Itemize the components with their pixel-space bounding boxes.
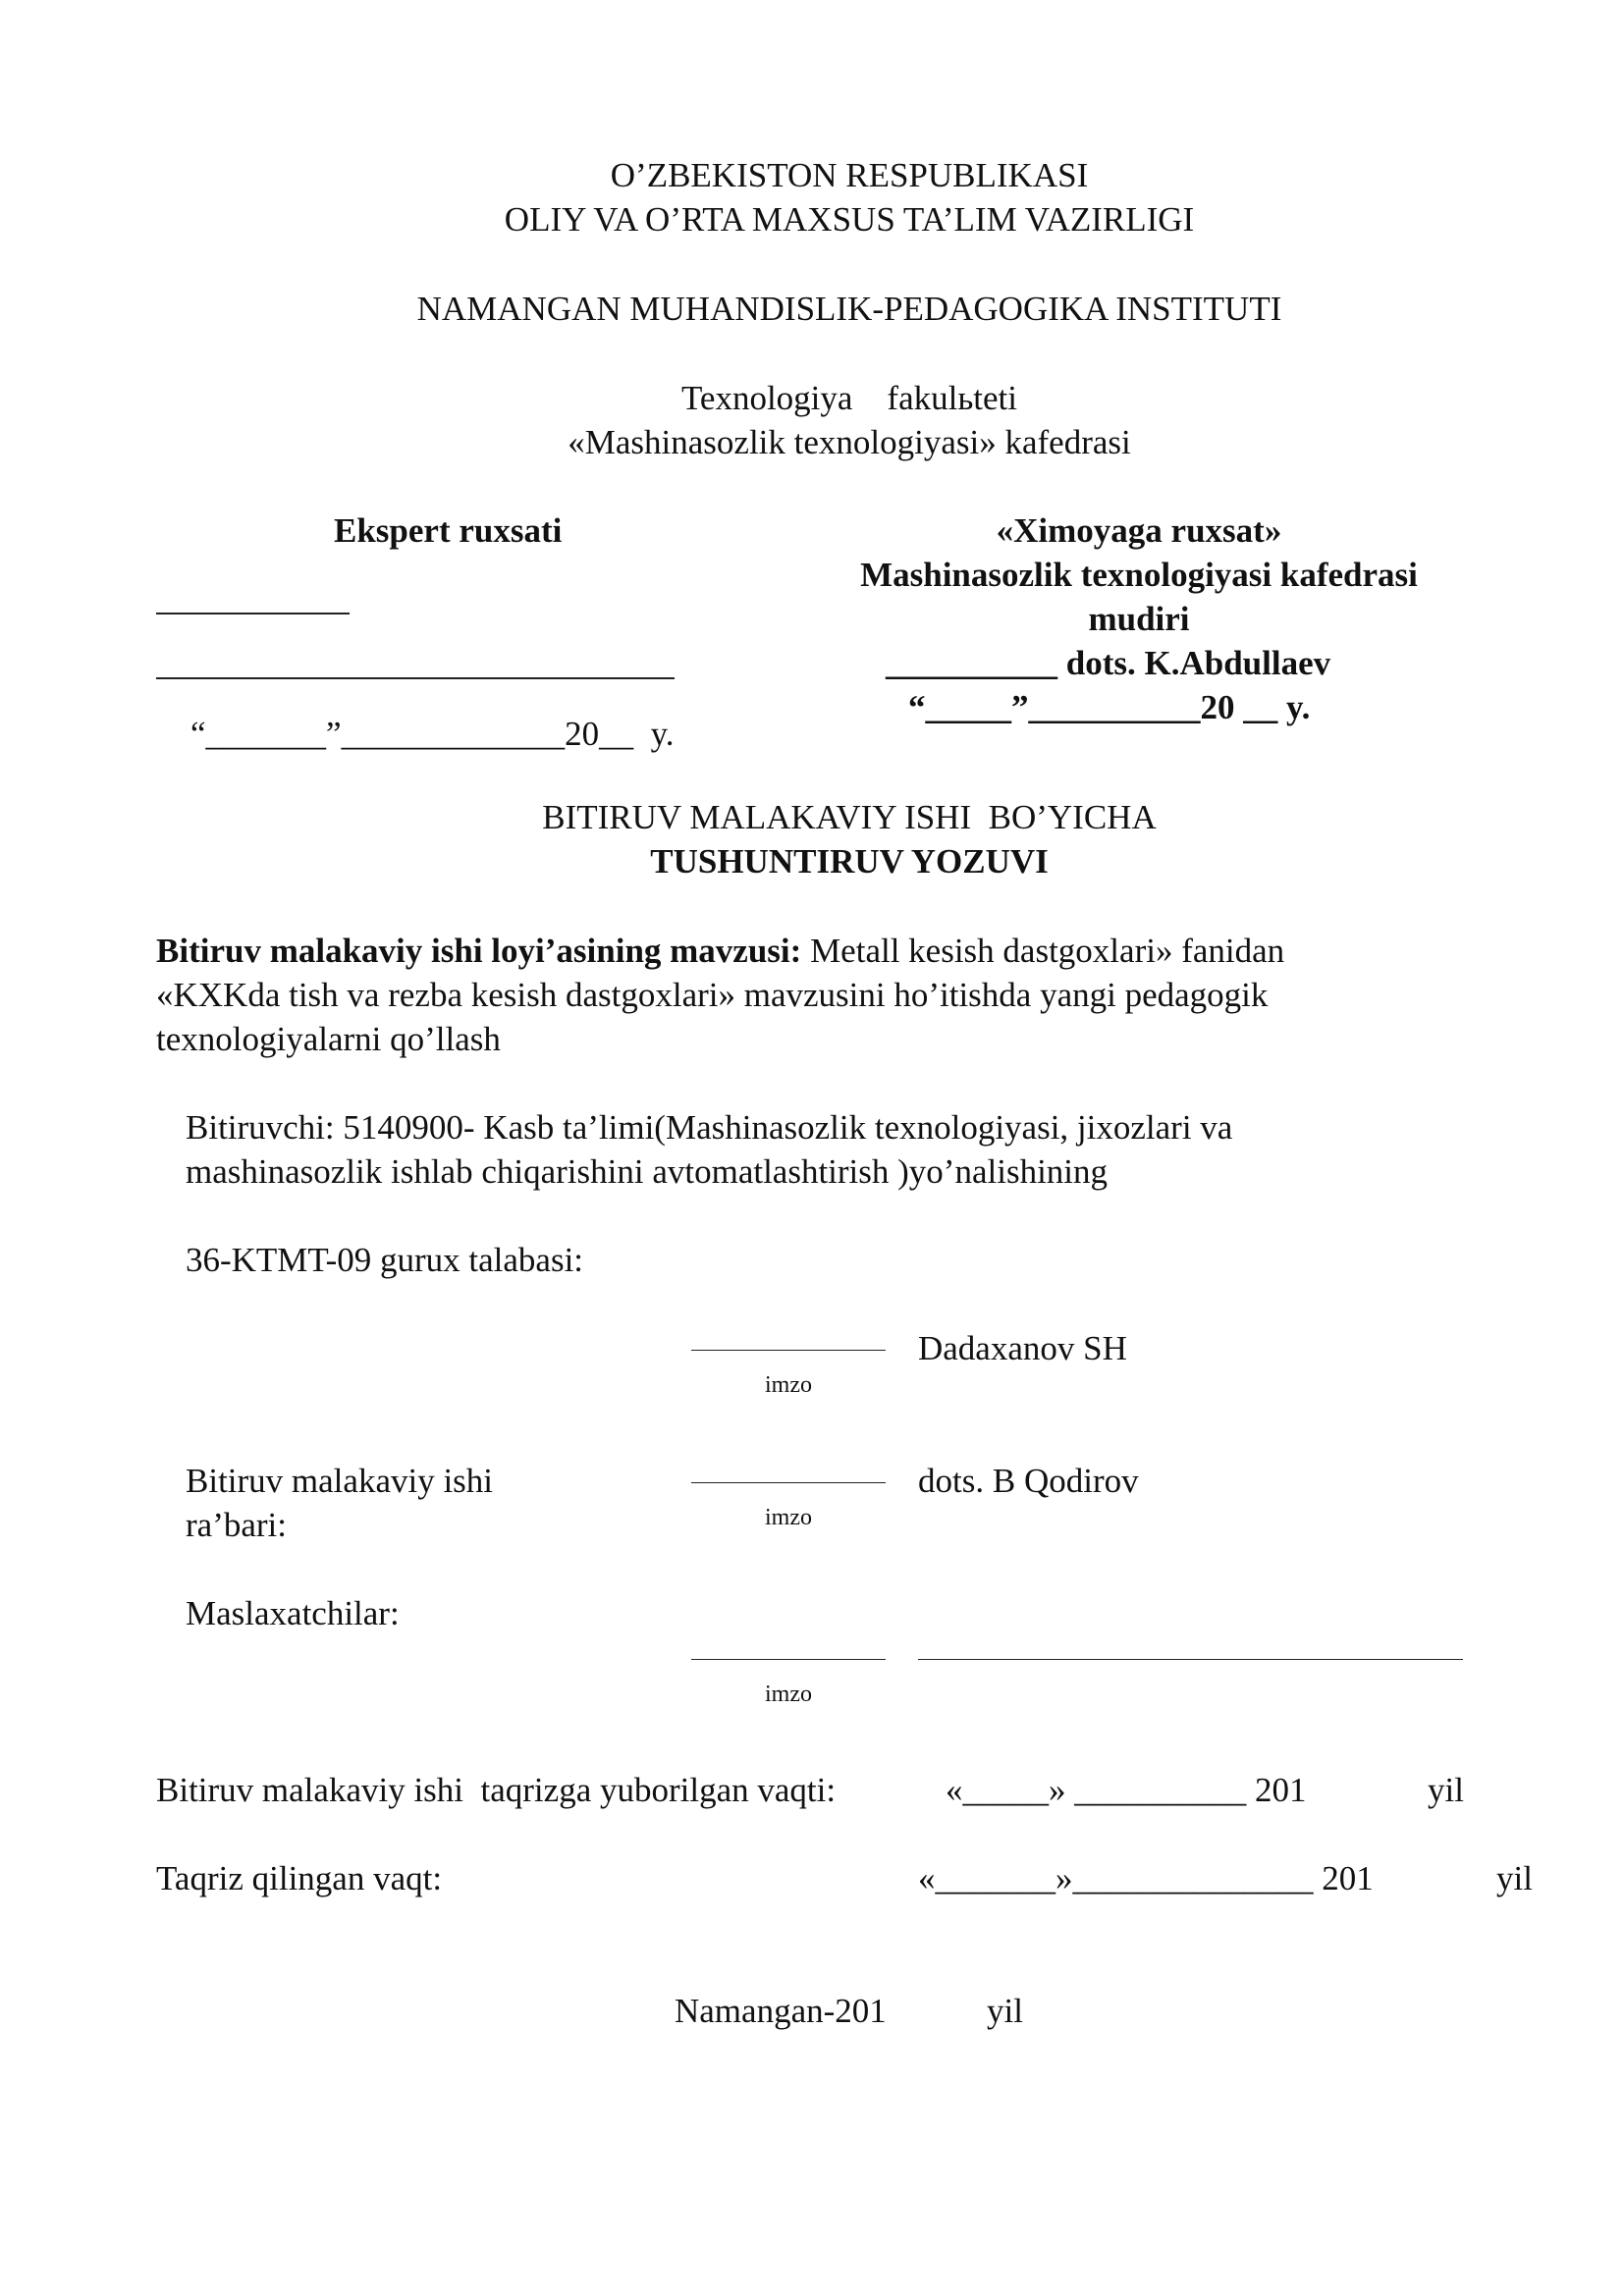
expert-date-line: “_______”_____________20__ y.	[190, 715, 675, 753]
head-position-line1: Mashinasozlik texnologiyasi kafedrasi	[860, 556, 1418, 594]
head-signer: __________ dots. K.Abdullaev	[886, 644, 1331, 682]
head-position-line2: mudiri	[1088, 600, 1190, 638]
consultants-label: Maslaxatchilar:	[186, 1594, 400, 1632]
footer-year-unit: yil	[987, 1992, 1023, 2030]
consultant-sign-caption: imzo	[765, 1682, 812, 1707]
student-name: Dadaxanov SH	[918, 1329, 1127, 1367]
topic-text-1: Metall kesish dastgoxlari» fanidan	[801, 932, 1285, 970]
ministry-title: OLIY VA O’RTA MAXSUS TA’LIM VAZIRLIGI	[504, 200, 1195, 239]
document-title-line2: TUSHUNTIRUV YOZUVI	[650, 842, 1049, 881]
review-done-date: «_______»______________ 201	[918, 1859, 1374, 1897]
consultant-name-line	[918, 1659, 1463, 1660]
group-label: 36-KTMT-09 gurux talabasi:	[186, 1241, 584, 1279]
supervisor-signature-line	[691, 1482, 886, 1483]
institute-title: NAMANGAN MUHANDISLIK-PEDAGOGIKA INSTITUTI	[416, 290, 1282, 328]
review-sent-date: «_____» __________ 201	[946, 1771, 1307, 1809]
expert-signature-line-short	[156, 613, 350, 614]
topic-text-3: texnologiyalarni qo’llash	[156, 1020, 501, 1058]
expert-signature-line-long	[156, 677, 675, 679]
expert-approval-title: Ekspert ruxsati	[334, 511, 563, 550]
topic-text-2: «KXKda tish va rezba kesish dastgoxlari» mavzusini ho’itishda yangi pedagogik	[156, 976, 1269, 1014]
topic-label: Bitiruv malakaviy ishi loyi’asining mavzusi:	[156, 932, 802, 970]
footer-city-year: Namangan-201	[675, 1992, 887, 2030]
graduate-line1: Bitiruvchi: 5140900- Kasb ta’limi(Mashinasozlik texnologiyasi, jixozlari va	[186, 1108, 1233, 1147]
student-signature-line	[691, 1350, 886, 1351]
review-sent-unit: yil	[1428, 1771, 1464, 1809]
supervisor-label-line1: Bitiruv malakaviy ishi	[186, 1462, 494, 1500]
review-done-label: Taqriz qilingan vaqt:	[156, 1859, 443, 1897]
faculty-name: Texnologiya fakulьteti	[680, 379, 1018, 417]
review-sent-label: Bitiruv malakaviy ishi taqrizga yuborilgan vaqti:	[156, 1771, 837, 1809]
republic-title: O’ZBEKISTON RESPUBLIKASI	[610, 156, 1089, 194]
supervisor-sign-caption: imzo	[765, 1505, 812, 1530]
department-name: «Mashinasozlik texnologiyasi» kafedrasi	[568, 423, 1131, 461]
document-title-line1: BITIRUV MALAKAVIY ISHI BO’YICHA	[542, 798, 1157, 836]
graduate-line2: mashinasozlik ishlab chiqarishini avtomatlashtirish )yo’nalishining	[186, 1152, 1109, 1191]
supervisor-label-line2: ra’bari:	[186, 1506, 287, 1544]
review-done-unit: yil	[1496, 1859, 1533, 1897]
head-date-line: “_____”__________20 __ y.	[908, 688, 1311, 726]
topic-line1	[156, 929, 1284, 973]
defense-approval-title: «Ximoyaga ruxsat»	[996, 511, 1282, 550]
consultant-signature-line	[691, 1659, 886, 1660]
supervisor-name: dots. B Qodirov	[918, 1462, 1139, 1500]
student-sign-caption: imzo	[765, 1372, 812, 1398]
